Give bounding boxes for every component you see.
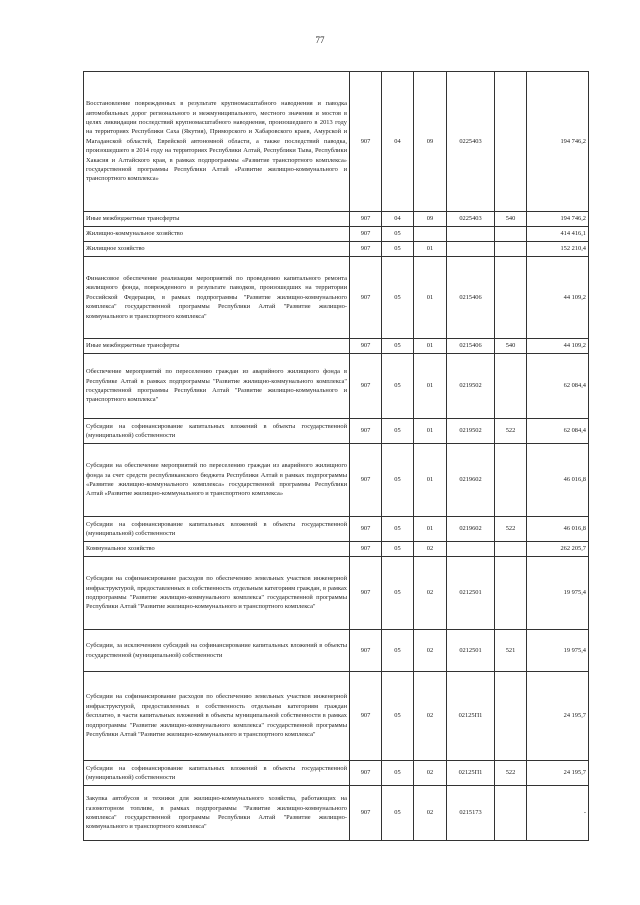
section-code-cell: 05: [382, 339, 414, 354]
grbs-code-cell: 907: [350, 786, 382, 841]
target-article-cell: [447, 542, 495, 557]
amount-cell: 194 746,2: [527, 212, 589, 227]
subsection-code-cell: 02: [414, 761, 447, 786]
table-row: [84, 444, 589, 517]
table-row: [84, 257, 589, 339]
amount-cell: 62 084,4: [527, 354, 589, 419]
target-article-cell: 0215406: [447, 339, 495, 354]
section-code-cell: 05: [382, 542, 414, 557]
section-code-cell: 05: [382, 517, 414, 542]
table-row: [84, 761, 589, 786]
amount-cell: 44 109,2: [527, 257, 589, 339]
section-code-cell: 05: [382, 444, 414, 517]
table-row: [84, 672, 589, 761]
target-article-cell: 0215173: [447, 786, 495, 841]
grbs-code-cell: 907: [350, 257, 382, 339]
table-row: [84, 542, 589, 557]
subsection-code-cell: 09: [414, 212, 447, 227]
row-name-cell: Субсидии на софинансирование капитальных вложений в объекты государственной (муниципальной) собственности: [84, 419, 350, 444]
target-article-cell: 02125П1: [447, 761, 495, 786]
row-name-cell: Жилищное хозяйство: [84, 242, 350, 257]
grbs-code-cell: 907: [350, 557, 382, 630]
expense-type-cell: [495, 257, 527, 339]
amount-cell: 194 746,2: [527, 72, 589, 212]
amount-cell: 24 195,7: [527, 672, 589, 761]
target-article-cell: 0225403: [447, 212, 495, 227]
page-number: 77: [315, 35, 325, 45]
row-name-cell: Субсидии на обеспечение мероприятий по переселению граждан из аварийного жилищного фонда за счет средств республиканского бюджета Республики Алтай в рамках подпрограммы «Развитие жилищно-коммунального комплекса» государственной программы Республики Алтай «Развитие жилищно-коммунального и транспортного комплекса»: [84, 444, 350, 517]
amount-cell: 46 016,8: [527, 517, 589, 542]
subsection-code-cell: 01: [414, 517, 447, 542]
row-name-cell: Субсидии на софинансирование расходов по обеспечению земельных участков инженерной инфраструктурой, предоставленных в собственность отдельным категориям граждан, в рамках подпрограммы "Развитие жилищно-коммунального комплекса" государственной программы Республики Алтай "Развитие жилищно-коммунального и транспортного комплекса": [84, 557, 350, 630]
grbs-code-cell: 907: [350, 761, 382, 786]
row-name-cell: Субсидии на софинансирование расходов по обеспечению земельных участков инженерной инфраструктурой, предоставленных в собственность отдельным категориям граждан бесплатно, в части капитальных вложений в объекты муниципальной собственности в рамках подпрограммы "Развитие жилищно-коммунального комплекса" государственной программы Республики Алтай "Развитие жилищно-коммунального и транспортного комплекса": [84, 672, 350, 761]
row-name-cell: Закупка автобусов и техники для жилищно-коммунального хозяйства, работающих на газомоторном топливе, в рамках подпрограммы "Развитие жилищно-коммунального комплекса" государственной программы Республики Алтай "Развитие жилищно-коммунального и транспортного комплекса": [84, 786, 350, 841]
amount-cell: 414 416,1: [527, 227, 589, 242]
table-row: [84, 419, 589, 444]
subsection-code-cell: 09: [414, 72, 447, 212]
subsection-code-cell: 02: [414, 557, 447, 630]
section-code-cell: 05: [382, 242, 414, 257]
amount-cell: 24 195,7: [527, 761, 589, 786]
row-name-cell: Финансовое обеспечение реализации мероприятий по проведению капитального ремонта жилищного фонда, поврежденного в результате паводков, произошедших на территории Российской Федерации, в рамках подпрограммы "Развитие жилищно-коммунального комплекса" государственной программы Республики Алтай "Развитие жилищно-коммунального и транспортного комплекса": [84, 257, 350, 339]
expense-type-cell: 522: [495, 517, 527, 542]
subsection-code-cell: 01: [414, 419, 447, 444]
table-row: [84, 517, 589, 542]
section-code-cell: 05: [382, 419, 414, 444]
target-article-cell: 0219602: [447, 517, 495, 542]
section-code-cell: 05: [382, 257, 414, 339]
table-row: [84, 786, 589, 841]
amount-cell: 262 205,7: [527, 542, 589, 557]
target-article-cell: 0215406: [447, 257, 495, 339]
budget-table: [83, 71, 589, 841]
target-article-cell: 0219502: [447, 354, 495, 419]
grbs-code-cell: 907: [350, 227, 382, 242]
expense-type-cell: 540: [495, 339, 527, 354]
subsection-code-cell: 02: [414, 786, 447, 841]
expense-type-cell: [495, 354, 527, 419]
section-code-cell: 04: [382, 212, 414, 227]
target-article-cell: 0219502: [447, 419, 495, 444]
target-article-cell: 02125П1: [447, 672, 495, 761]
subsection-code-cell: 01: [414, 242, 447, 257]
target-article-cell: 0219602: [447, 444, 495, 517]
target-article-cell: [447, 227, 495, 242]
target-article-cell: [447, 242, 495, 257]
row-name-cell: Субсидии, за исключением субсидий на софинансирование капитальных вложений в объекты государственной (муниципальной) собственности: [84, 630, 350, 672]
table-row: [84, 212, 589, 227]
subsection-code-cell: 02: [414, 672, 447, 761]
target-article-cell: 0212501: [447, 557, 495, 630]
subsection-code-cell: 01: [414, 354, 447, 419]
expense-type-cell: 540: [495, 212, 527, 227]
subsection-code-cell: 01: [414, 444, 447, 517]
expense-type-cell: [495, 786, 527, 841]
table-row: [84, 630, 589, 672]
section-code-cell: 05: [382, 557, 414, 630]
target-article-cell: 0225403: [447, 72, 495, 212]
expense-type-cell: 521: [495, 630, 527, 672]
amount-cell: 152 210,4: [527, 242, 589, 257]
row-name-cell: Субсидии на софинансирование капитальных вложений в объекты государственной (муниципальной) собственности: [84, 517, 350, 542]
amount-cell: 46 016,8: [527, 444, 589, 517]
row-name-cell: Обеспечение мероприятий по переселению граждан из аварийного жилищного фонда в Республике Алтай в рамках подпрограммы "Развитие жилищно-коммунального комплекса" государственной программы Республики Алтай "Развитие жилищно-коммунального и транспортного комплекса": [84, 354, 350, 419]
row-name-cell: Коммунальное хозяйство: [84, 542, 350, 557]
grbs-code-cell: 907: [350, 542, 382, 557]
section-code-cell: 05: [382, 354, 414, 419]
amount-cell: 62 084,4: [527, 419, 589, 444]
subsection-code-cell: 01: [414, 257, 447, 339]
amount-cell: -: [527, 786, 589, 841]
grbs-code-cell: 907: [350, 419, 382, 444]
grbs-code-cell: 907: [350, 672, 382, 761]
section-code-cell: 05: [382, 672, 414, 761]
table-row: [84, 72, 589, 212]
grbs-code-cell: 907: [350, 630, 382, 672]
expense-type-cell: [495, 672, 527, 761]
grbs-code-cell: 907: [350, 339, 382, 354]
section-code-cell: 04: [382, 72, 414, 212]
subsection-code-cell: 02: [414, 630, 447, 672]
row-name-cell: Иные межбюджетные трансферты: [84, 212, 350, 227]
amount-cell: 44 109,2: [527, 339, 589, 354]
expense-type-cell: [495, 72, 527, 212]
target-article-cell: 0212501: [447, 630, 495, 672]
subsection-code-cell: 02: [414, 542, 447, 557]
expense-type-cell: [495, 542, 527, 557]
row-name-cell: Субсидии на софинансирование капитальных вложений в объекты государственной (муниципальной) собственности: [84, 761, 350, 786]
subsection-code-cell: [414, 227, 447, 242]
section-code-cell: 05: [382, 761, 414, 786]
expense-type-cell: 522: [495, 419, 527, 444]
table-row: [84, 354, 589, 419]
grbs-code-cell: 907: [350, 72, 382, 212]
grbs-code-cell: 907: [350, 444, 382, 517]
grbs-code-cell: 907: [350, 354, 382, 419]
amount-cell: 19 975,4: [527, 630, 589, 672]
table-row: [84, 227, 589, 242]
subsection-code-cell: 01: [414, 339, 447, 354]
expense-type-cell: [495, 227, 527, 242]
section-code-cell: 05: [382, 227, 414, 242]
section-code-cell: 05: [382, 630, 414, 672]
section-code-cell: 05: [382, 786, 414, 841]
grbs-code-cell: 907: [350, 517, 382, 542]
expense-type-cell: [495, 444, 527, 517]
grbs-code-cell: 907: [350, 242, 382, 257]
expense-type-cell: 522: [495, 761, 527, 786]
row-name-cell: Иные межбюджетные трансферты: [84, 339, 350, 354]
row-name-cell: Восстановление поврежденных в результате крупномасштабного наводнения и паводка автомобильных дорог регионального и межмуниципального, местного значения и мостов в целях ликвидации последствий крупномасштабного наводнения, произошедшего в 2013 году на территориях Республики Саха (Якутия), Приморского и Хабаровского краев, Амурской и Магаданской областей, Еврейской автономной области, а также последствий паводка, произошедшего в 2014 году на территориях Республики Алтай, Республики Тыва, Республики Хакасия и Алтайского края, в рамках подпрограммы «Развитие транспортного комплекса» государственной программы Республики Алтай «Развитие жилищно-коммунального и транспортного комплекса»: [84, 72, 350, 212]
amount-cell: 19 975,4: [527, 557, 589, 630]
expense-type-cell: [495, 242, 527, 257]
table-row: [84, 339, 589, 354]
table-row: [84, 242, 589, 257]
row-name-cell: Жилищно-коммунальное хозяйство: [84, 227, 350, 242]
grbs-code-cell: 907: [350, 212, 382, 227]
expense-type-cell: [495, 557, 527, 630]
table-row: [84, 557, 589, 630]
